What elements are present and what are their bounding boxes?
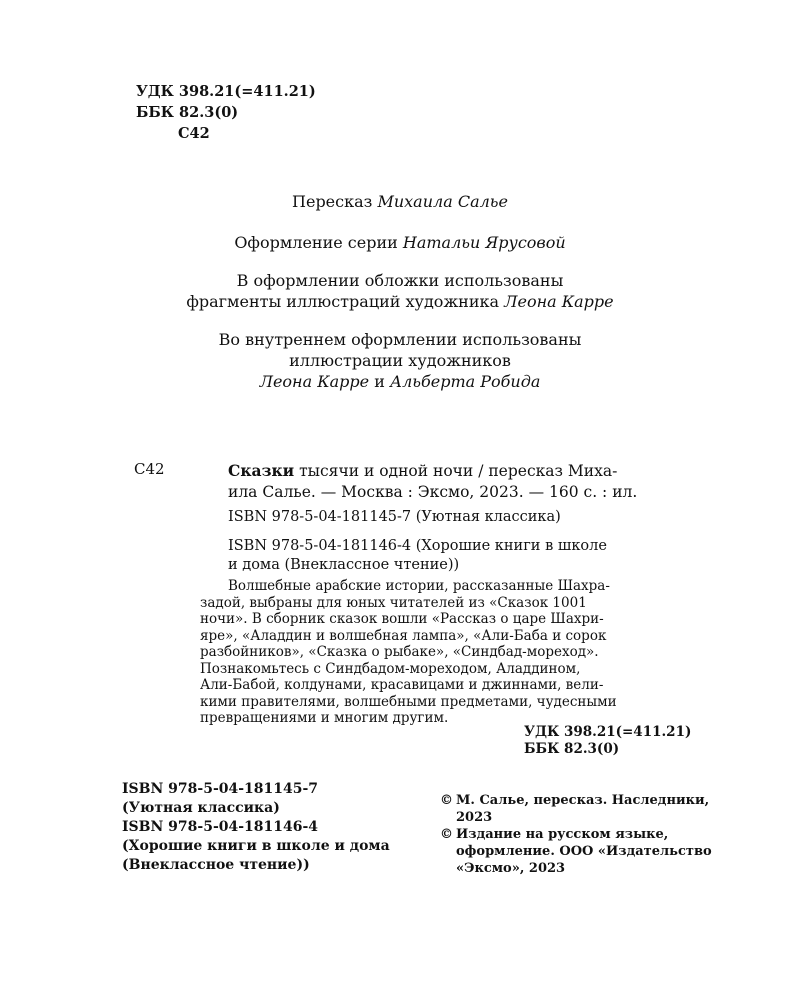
author-sign: С42 — [178, 125, 210, 142]
artist-name-2: Альберта Робида — [389, 372, 541, 391]
catalog-isbn-1: ISBN 978-5-04-181145-7 (Уютная классика) — [228, 509, 561, 525]
copyright-entry-1: © М. Салье, пересказ. Наследники, 2023 — [440, 793, 710, 825]
annotation: Волшебные арабские истории, рассказанные Шахра- задой, выбраны для юных читателей из «Сказок 1001 ночи». В сборник сказок вошли «Рассказ о царе Шахри- яре», «Аладдин и волшебная лампа», «Али-Баба и сорок разбойников», «Сказка о рыбаке», «Синдбад-мореход». Познакомьтесь с Синдбадом-мореходом, Аладдином, Али-Бабой, колдунами, красавицами и джиннами, вели- кими правителями, волшебными предметами, чудесными превращениями и многим другим. — [200, 578, 617, 726]
retelling-credit: Пересказ Михаила Салье — [292, 192, 508, 211]
artist-name-1: Леона Карре — [259, 372, 370, 391]
book-title: Сказки — [228, 461, 295, 480]
copyright-icon: © — [440, 793, 453, 808]
cover-credit: В оформлении обложки использованы фрагменты иллюстраций художника Леона Карре — [186, 271, 614, 311]
isbn-block: ISBN 978-5-04-181145-7 (Уютная классика) ISBN 978-5-04-181146-4 (Хорошие книги в школе и дома (Внеклассное чтение)) — [122, 781, 390, 873]
udk-code-bottom: УДК 398.21(=411.21) — [524, 724, 692, 740]
catalog-description: Сказки тысячи и одной ночи / пересказ Миха- ила Салье. — Москва : Эксмо, 2023. — 160 с. : ил. — [228, 461, 638, 501]
catalog-sign: С42 — [134, 460, 165, 478]
series-designer-name: Натальи Ярусовой — [402, 233, 566, 252]
classification-codes-bottom — [524, 724, 691, 758]
bbk-code: ББК 82.3(0) — [136, 104, 239, 121]
udk-code: УДК 398.21(=411.21) — [136, 83, 316, 100]
copyright-entry-2: © Издание на русском языке, оформление. ООО «Издательство «Эксмо», 2023 — [440, 827, 712, 876]
inner-illustration-credit: Во внутреннем оформлении использованы иллюстрации художников Леона Карре и Альберта Робида — [218, 330, 582, 391]
cover-artist-name: Леона Карре — [504, 292, 614, 311]
reteller-name: Михаила Салье — [377, 192, 508, 211]
classification-codes-top — [136, 81, 316, 144]
catalog-isbn-2: ISBN 978-5-04-181146-4 (Хорошие книги в школе и дома (Внеклассное чтение)) — [228, 538, 607, 573]
series-design-credit: Оформление серии Натальи Ярусовой — [234, 233, 566, 252]
copyright-block — [440, 792, 740, 877]
copyright-icon: © — [440, 827, 453, 842]
bbk-code-bottom: ББК 82.3(0) — [524, 741, 620, 757]
